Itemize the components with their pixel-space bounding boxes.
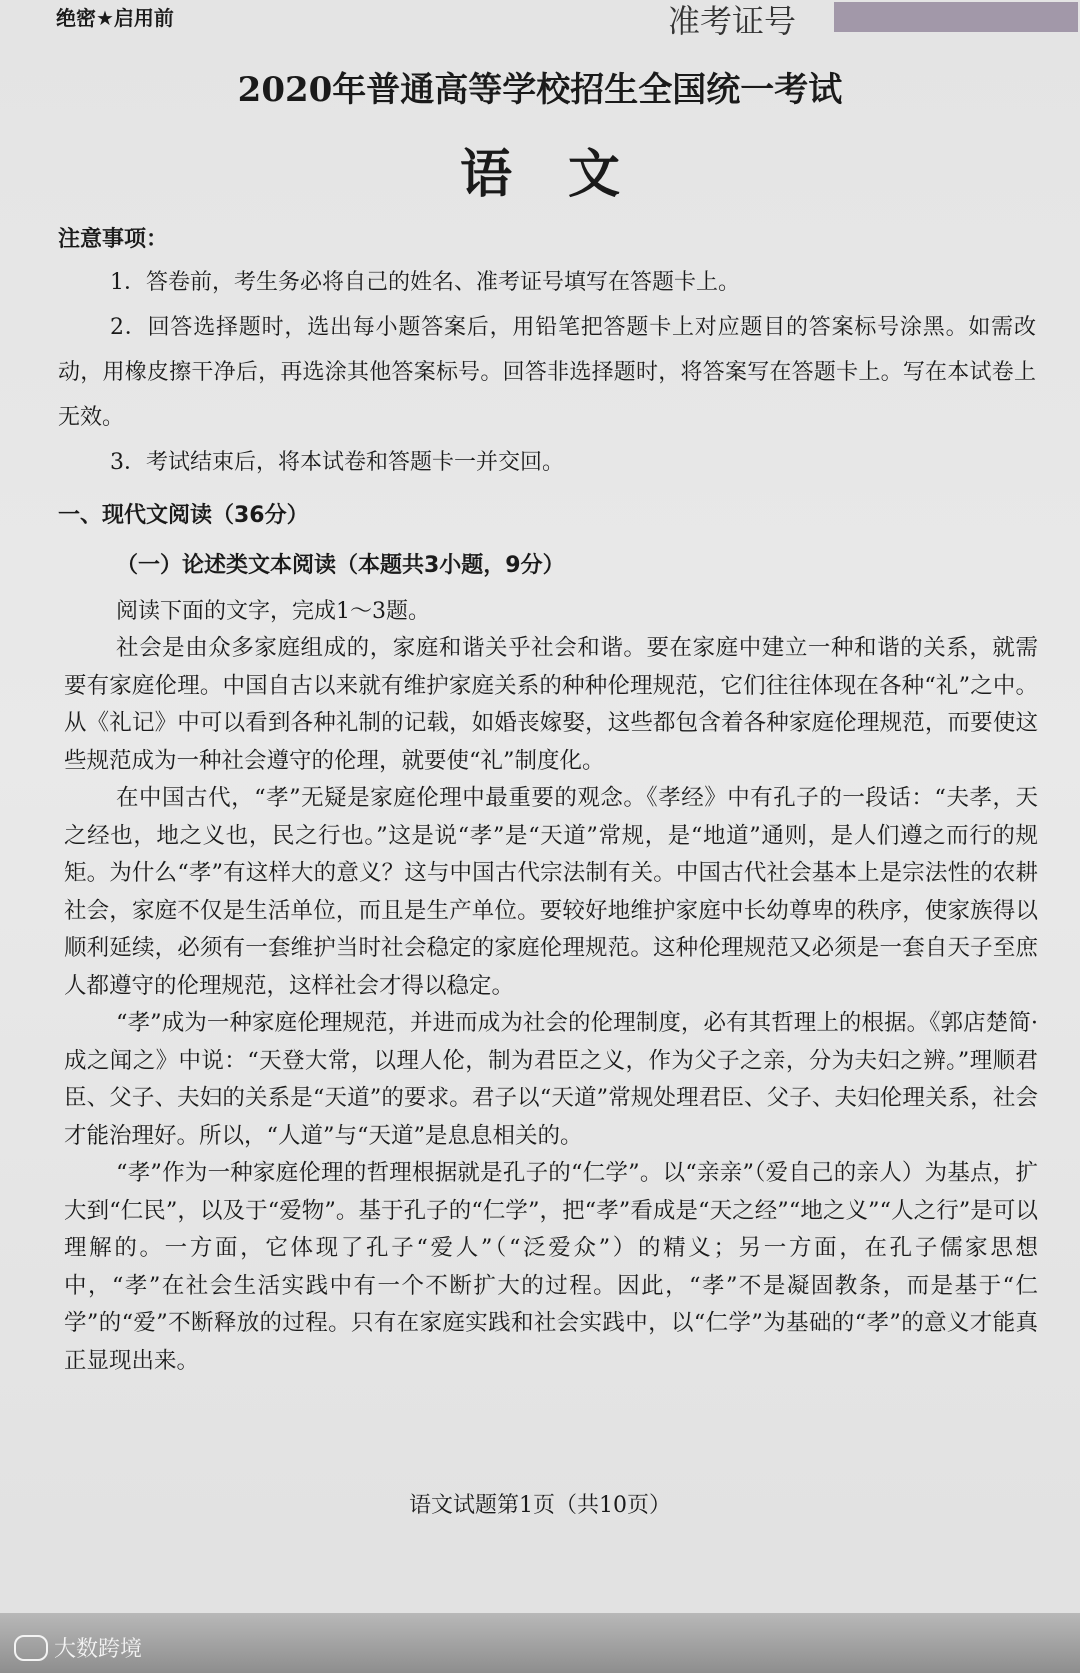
subject-title: 语文 [459, 144, 676, 205]
notice-item-3: 3．考试结束后，将本试卷和答题卡一并交回。 [110, 450, 564, 475]
subsection-title: （一）论述类文本阅读（本题共3小题，9分） [116, 553, 565, 578]
photo-bottom-band [0, 1613, 1080, 1673]
page-footer: 语文试题第1页（共10页） [409, 1493, 671, 1518]
watermark-logo-icon [14, 1635, 48, 1661]
notice-item-1: 1．答卷前，考生务必将自己的姓名、准考证号填写在答题卡上。 [110, 270, 740, 295]
notice-item-2: 2．回答选择题时，选出每小题答案后，用铅笔把答题卡上对应题目的答案标号涂黑。如需改动，用橡皮擦干净后，再选涂其他答案标号。回答非选择题时，将答案写在答题卡上。写在本试卷上无效。 [58, 315, 1036, 430]
notice-title: 注意事项： [58, 227, 169, 252]
passage-paragraph-4: “孝”作为一种家庭伦理的哲理根据就是孔子的“仁学”。以“亲亲”（爱自己的亲人）为基点，扩大到“仁民”，以及于“爱物”。基于孔子的“仁学”，把“孝”看成是“天之经”“地之义”“人之行”是可以理解的。一方面，它体现了孔子“爱人”（“泛爱众”）的精义；另一方面，在孔子儒家思想中，“孝”在社会生活实践中有一个不断扩大的过程。因此，“孝”不是凝固教条，而是基于“仁学”的“爱”不断释放的过程。只有在家庭实践和社会实践中，以“仁学”为基础的“孝”的意义才能真正显现出来。 [64, 1160, 1038, 1374]
passage-paragraph-1: 社会是由众多家庭组成的，家庭和谐关乎社会和谐。要在家庭中建立一种和谐的关系，就需要有家庭伦理。中国自古以来就有维护家庭关系的种种伦理规范，它们往往体现在各种“礼”之中。从《礼记》中可以看到各种礼制的记载，如婚丧嫁娶，这些都包含着各种家庭伦理规范，而要使这些规范成为一种社会遵守的伦理，就要使“礼”制度化。 [64, 635, 1038, 774]
admission-number-redaction [834, 2, 1078, 32]
watermark-text: 大数跨境 [54, 1637, 143, 1662]
watermark [14, 1632, 142, 1663]
passage-paragraph-3: “孝”成为一种家庭伦理规范，并进而成为社会的伦理制度，必有其哲理上的根据。《郭店楚简·成之闻之》中说：“天登大常，以理人伦，制为君臣之义，作为父子之亲，分为夫妇之辨。”理顺君臣、父子、夫妇的关系是“天道”的要求。君子以“天道”常规处理君臣、父子、夫妇伦理关系，社会才能治理好。所以，“人道”与“天道”是息息相关的。 [64, 1010, 1038, 1149]
exam-title: 2020年普通高等学校招生全国统一考试 [237, 70, 843, 110]
admission-number-label: 准考证号 [668, 2, 797, 40]
reading-instruction: 阅读下面的文字，完成1～3题。 [116, 599, 430, 624]
notice-list [58, 260, 1036, 485]
section-title: 一、现代文阅读（36分） [58, 503, 309, 528]
secret-label: 绝密★启用前 [56, 6, 174, 30]
passage-paragraph-2: 在中国古代，“孝”无疑是家庭伦理中最重要的观念。《孝经》中有孔子的一段话：“夫孝，天之经也，地之义也，民之行也。”这是说“孝”是“天道”常规，是“地道”通则，是人们遵之而行的规矩。为什么“孝”有这样大的意义？这与中国古代宗法制有关。中国古代社会基本上是宗法性的农耕社会，家庭不仅是生活单位，而且是生产单位。要较好地维护家庭中长幼尊卑的秩序，使家族得以顺利延续，必须有一套维护当时社会稳定的家庭伦理规范。这种伦理规范又必须是一套自天子至庶人都遵守的伦理规范，这样社会才得以稳定。 [64, 785, 1038, 999]
reading-passage [64, 630, 1038, 1380]
header-row [56, 2, 1040, 42]
